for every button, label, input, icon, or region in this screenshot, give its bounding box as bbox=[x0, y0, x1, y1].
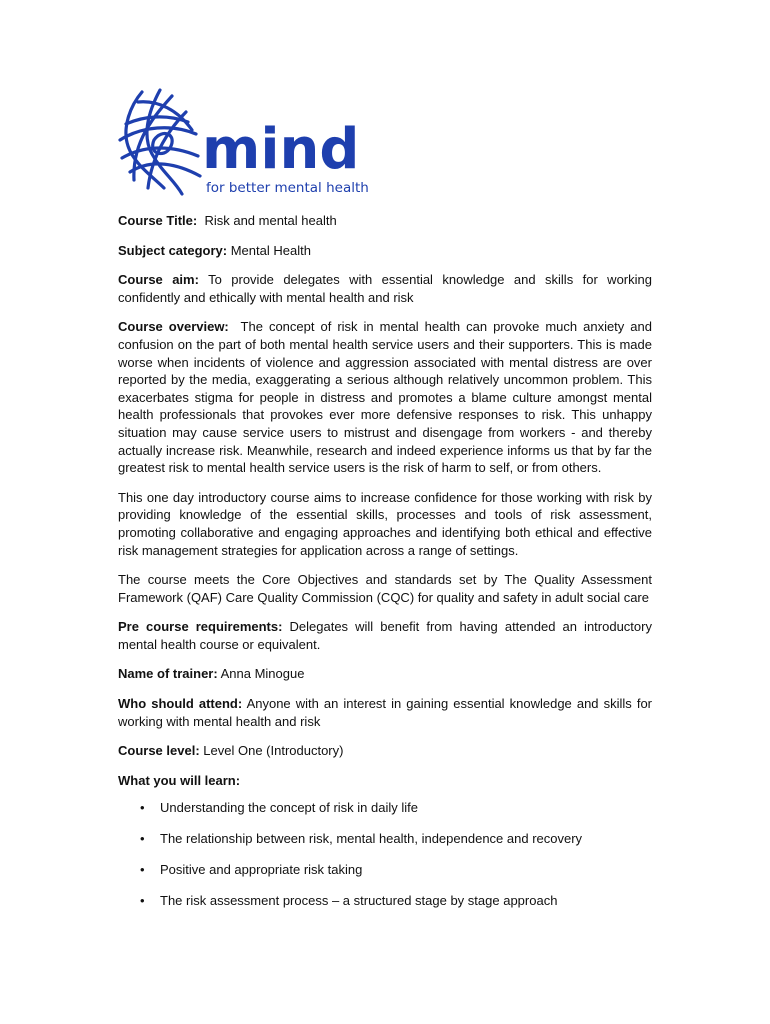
course-aim-value: To provide delegates with essential knowledge and skills for working confidently and ethically with mental health and risk bbox=[118, 272, 652, 305]
course-title-value: Risk and mental health bbox=[204, 213, 337, 228]
bullet-icon: • bbox=[140, 800, 145, 816]
learning-outcomes-list bbox=[118, 799, 652, 909]
intro-paragraph: This one day introductory course aims to increase confidence for those working with risk by providing knowledge of the essential skills, processes and tools of risk assessment, promoting collaborative and engaging approaches and identifying both ethical and effective risk management strategies for application across a range of settings. bbox=[118, 489, 652, 558]
list-item bbox=[118, 892, 652, 910]
mind-knot-icon bbox=[120, 90, 200, 194]
pre-requirements-row bbox=[118, 618, 652, 653]
subject-category-label: Subject category: bbox=[118, 242, 228, 258]
course-title-row bbox=[118, 212, 652, 230]
list-item bbox=[118, 799, 652, 817]
course-overview-row bbox=[118, 318, 652, 476]
list-item bbox=[118, 861, 652, 879]
course-level-row bbox=[118, 742, 652, 760]
list-item-text: Positive and appropriate risk taking bbox=[160, 862, 363, 877]
who-should-attend-value: Anyone with an interest in gaining essential knowledge and skills for working with mental health and risk bbox=[118, 696, 652, 729]
who-should-attend-label: Who should attend: bbox=[118, 696, 243, 712]
list-item-text: The risk assessment process – a structured stage by stage approach bbox=[160, 892, 558, 908]
standards-paragraph: The course meets the Core Objectives and standards set by The Quality Assessment Framework (QAF) Care Quality Commission (CQC) for quality and safety in adult social care bbox=[118, 572, 652, 605]
trainer-row bbox=[118, 665, 652, 683]
mind-logo bbox=[112, 84, 372, 202]
list-item-text: Understanding the concept of risk in daily life bbox=[160, 800, 418, 816]
bullet-icon: • bbox=[140, 862, 145, 877]
course-level-value: Level One (Introductory) bbox=[203, 743, 344, 759]
list-item-text: The relationship between risk, mental health, independence and recovery bbox=[160, 831, 583, 847]
trainer-label: Name of trainer: bbox=[118, 666, 218, 682]
list-item bbox=[118, 830, 652, 848]
subject-category-value: Mental Health bbox=[230, 242, 311, 258]
course-title-label: Course Title: bbox=[118, 213, 198, 228]
course-level-label: Course level: bbox=[118, 743, 200, 759]
trainer-value: Anna Minogue bbox=[220, 666, 305, 682]
subject-category-row bbox=[118, 242, 652, 260]
course-details bbox=[118, 212, 652, 909]
course-aim-label: Course aim: bbox=[118, 272, 199, 288]
bullet-icon: • bbox=[140, 892, 145, 908]
logo-wordmark: mind bbox=[202, 117, 360, 182]
course-overview-label: Course overview: bbox=[118, 319, 229, 335]
learn-heading bbox=[118, 772, 652, 790]
learn-heading-label: What you will learn: bbox=[118, 772, 241, 788]
pre-requirements-value: Delegates will benefit from having attended an introductory mental health course or equivalent. bbox=[118, 619, 652, 652]
logo-tagline: for better mental health bbox=[206, 180, 369, 196]
who-should-attend-row bbox=[118, 695, 652, 730]
pre-requirements-label: Pre course requirements: bbox=[118, 619, 283, 635]
course-overview-value: The concept of risk in mental health can provoke much anxiety and confusion on the part of both mental health service users and their supporters. This is made worse when incidents of violence and aggression associated with mental distress are over reported by the media, exaggerating a serious although relatively uncommon problem. This exacerbates stigma for people in distress and promotes a blame culture amongst mental health professionals that provokes ever more defensive responses to risk. This unhappy situation may cause service users to mistrust and disengage from workers - and thereby actually increase risk. Meanwhile, research and indeed experience informs us that by far the greatest risk to mental health service users is the risk of harm to self, or from others. bbox=[118, 319, 652, 476]
course-aim-row bbox=[118, 271, 652, 306]
bullet-icon: • bbox=[140, 831, 145, 847]
